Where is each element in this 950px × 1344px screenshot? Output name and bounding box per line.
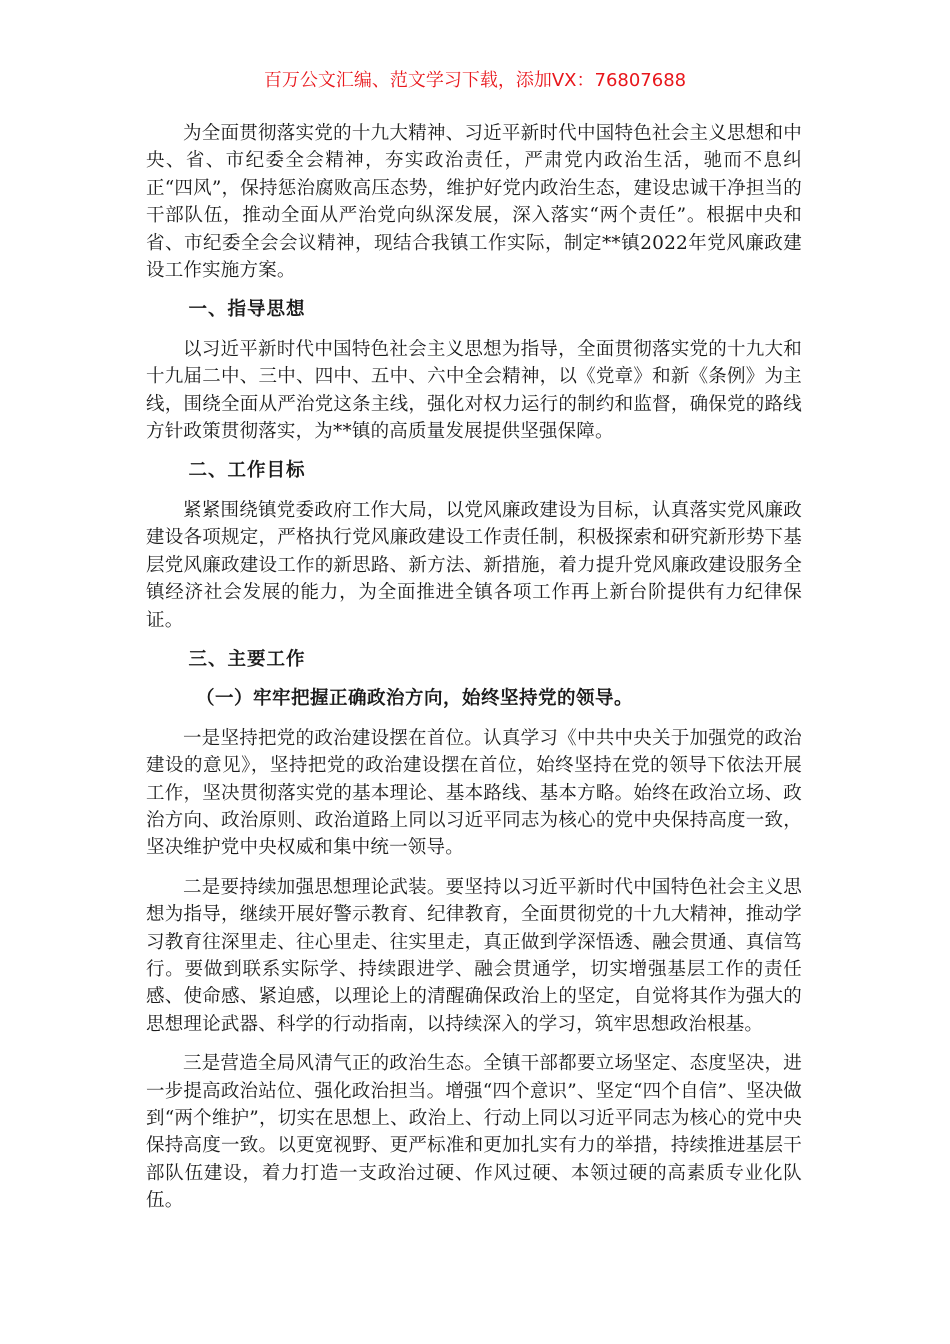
section-heading-main-work: 三、主要工作 [188,648,306,670]
work-item-paragraph: 一是坚持把党的政治建设摆在首位。认真学习《中共中央关于加强党的政治建设的意见》，坚持把党的政治建设摆在首位，始终坚持在党的领导下依法开展工作，坚决贯彻落实党的基本理论、基本路线、基本方略。始终在政治立场、政治方向、政治原则、政治道路上同以习近平同志为核心的党中央保持高度一致，坚决维护党中央权威和集中统一领导。 [146,727,802,859]
section-paragraph-guiding-ideology: 以习近平新时代中国特色社会主义思想为指导，全面贯彻落实党的十九大和十九届二中、三中、四中、五中、六中全会精神，以《党章》和新《条例》为主线，围绕全面从严治党这条主线，强化对权力运行的制约和监督，确保党的路线方针政策贯彻落实，为**镇的高质量发展提供坚强保障。 [146,338,802,443]
subsection-heading-political-direction: （一）牢牢把握正确政治方向，始终坚持党的领导。 [195,688,633,710]
section-heading-guiding-ideology: 一、指导思想 [188,299,306,321]
work-item-paragraph: 三是营造全局风清气正的政治生态。全镇干部都要立场坚定、态度坚决，进一步提高政治站位、强化政治担当。增强“四个意识”、坚定“四个自信”、坚决做到“两个维护”，切实在思想上、政治上、行动上同以习近平同志为核心的党中央保持高度一致。以更宽视野、更严标准和更加扎实有力的举措，持续推进基层干部队伍建设，着力打造一支政治过硬、作风过硬、本领过硬的高素质专业化队伍。 [146,1053,802,1212]
document-body [146,120,802,1227]
section-paragraph-work-goals: 紧紧围绕镇党委政府工作大局，以党风廉政建设为目标，认真落实党风廉政建设各项规定，严格执行党风廉政建设工作责任制，积极探索和研究新形势下基层党风廉政建设工作的新思路、新方法、新措施，着力提升党风廉政建设服务全镇经济社会发展的能力，为全面推进全镇各项工作再上新台阶提供有力纪律保证。 [146,499,802,631]
work-item-paragraph: 二是要持续加强思想理论武装。要坚持以习近平新时代中国特色社会主义思想为指导，继续开展好警示教育、纪律教育，全面贯彻党的十九大精神，推动学习教育往深里走、往心里走、往实里走，真正做到学深悟透、融会贯通、真信笃行。要做到联系实际学、持续跟进学、融会贯通学，切实增强基层工作的责任感、使命感、紧迫感，以理论上的清醒确保政治上的坚定，自觉将其作为强大的思想理论武器、科学的行动指南，以持续深入的学习，筑牢思想政治根基。 [146,876,802,1035]
watermark-banner: 百万公文汇编、范文学习下载，添加VX：76807688 [263,70,687,91]
section-heading-work-goals: 二、工作目标 [188,460,306,482]
intro-paragraph: 为全面贯彻落实党的十九大精神、习近平新时代中国特色社会主义思想和中央、省、市纪委全会精神，夯实政治责任，严肃党内政治生活，驰而不息纠正“四风”，保持惩治腐败高压态势，维护好党内政治生态，建设忠诚干净担当的干部队伍，推动全面从严治党向纵深发展，深入落实“两个责任”。根据中央和省、市纪委全会会议精神，现结合我镇工作实际，制定**镇2022年党风廉政建设工作实施方案。 [146,123,802,282]
